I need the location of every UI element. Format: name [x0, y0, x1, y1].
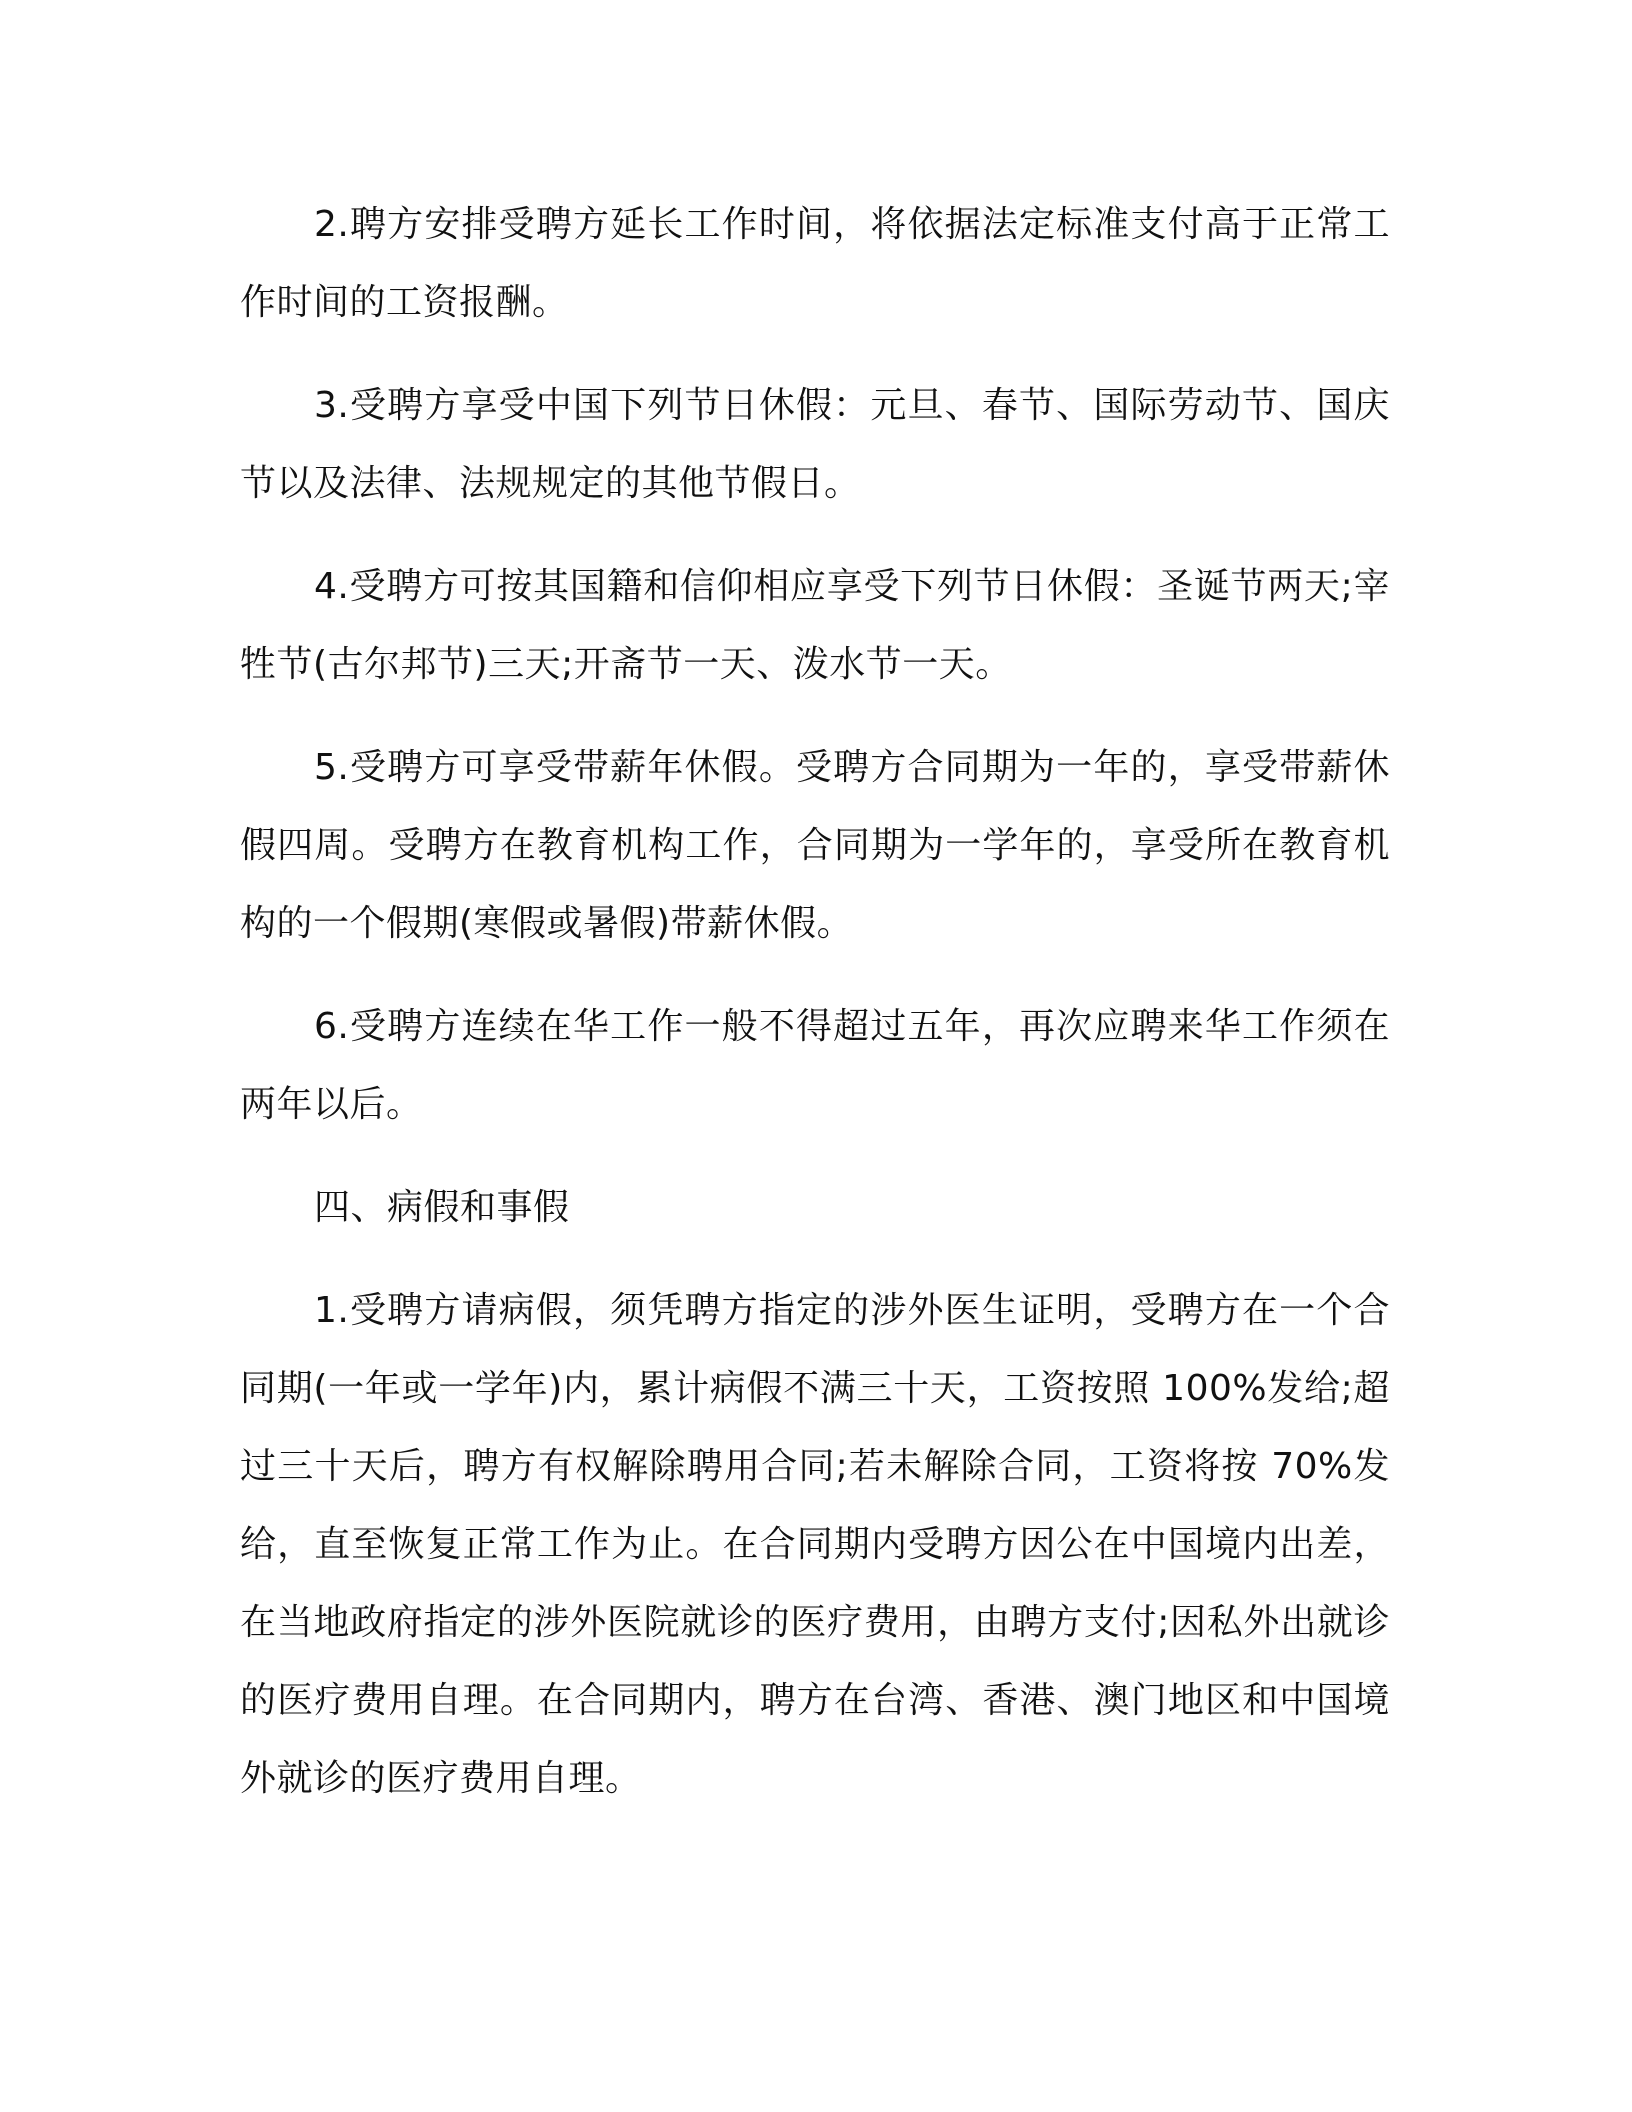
paragraph-sick-leave: 1.受聘方请病假，须凭聘方指定的涉外医生证明，受聘方在一个合同期(一年或一学年)内，累计病假不满三十天，工资按照 100%发给;超过三十天后，聘方有权解除聘用合同;若未解除合同，工资将按 70%发给，直至恢复正常工作为止。在合同期内受聘方因公在中国境内出差，在当地政府指定的涉外医院就诊的医疗费用，由聘方支付;因私外出就诊的医疗费用自理。在合同期内，聘方在台湾、香港、澳门地区和中国境外就诊的医疗费用自理。 [240, 1290, 1390, 1799]
section-heading-sick-leave: 四、病假和事假 [314, 1187, 570, 1228]
paragraph-annual-leave: 5.受聘方可享受带薪年休假。受聘方合同期为一年的，享受带薪休假四周。受聘方在教育机构工作，合同期为一学年的，享受所在教育机构的一个假期(寒假或暑假)带薪休假。 [240, 747, 1390, 944]
document-body [240, 186, 1390, 1843]
paragraph-work-duration: 6.受聘方连续在华工作一般不得超过五年，再次应聘来华工作须在两年以后。 [240, 1006, 1390, 1125]
paragraph-overtime-pay: 2.聘方安排受聘方延长工作时间，将依据法定标准支付高于正常工作时间的工资报酬。 [240, 204, 1390, 323]
paragraph-public-holidays: 3.受聘方享受中国下列节日休假：元旦、春节、国际劳动节、国庆节以及法律、法规规定的其他节假日。 [240, 385, 1390, 504]
paragraph-religious-holidays: 4.受聘方可按其国籍和信仰相应享受下列节日休假：圣诞节两天;宰牲节(古尔邦节)三天;开斋节一天、泼水节一天。 [240, 566, 1390, 685]
